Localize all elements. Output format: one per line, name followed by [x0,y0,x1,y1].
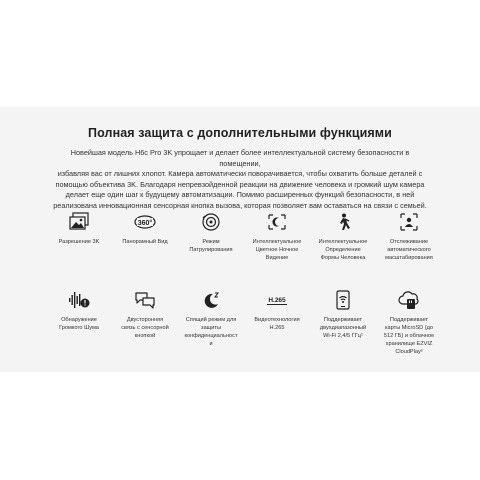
feature-label: Режим Патрулирования [189,239,233,253]
feature-label: Двусторонняя связь с сенсорной кнопкой [121,317,169,339]
wifi-dual-band-icon [332,290,354,310]
feature-auto-tracking [376,212,442,262]
feature-patrol [178,212,244,254]
h265-icon [266,290,288,310]
feature-panorama [112,212,178,246]
h265-icon-text: H.265 [268,297,286,304]
feature-label: Видеотехнология H.265 [254,317,300,331]
feature-label: Поддерживает двухдиапазонный Wi-Fi 2,4/5 ГГц¹ [319,317,367,339]
feature-human-detection [310,212,376,262]
features-grid [46,212,442,362]
feature-sound-detection [46,290,112,332]
feature-label: Спящий режим для защиты конфиденциальност и [184,317,238,347]
sound-detection-icon [68,290,90,310]
feature-label: Разрешение 3K [58,239,100,245]
panorama-360-icon [134,212,156,232]
auto-tracking-icon [398,212,420,232]
feature-label: Интеллектуальное Цветное Ночное Видение [252,239,302,261]
feature-sleep-mode [178,290,244,348]
feature-label: Отслеживание автоматического масштабирования [385,239,433,261]
sleep-mode-icon [200,290,222,310]
description-line: делает еще один шаг к будущему автоматизации. Помимо расширенных функций безопасности, в ней [65,190,415,200]
picture-icon [68,212,90,232]
description-line: помощью объектива 3K. Благодаря непревзойденной реакции на движение человека и громкий шум камера [55,179,425,189]
feature-label: Интеллектуальное Определение Формы Человека [318,239,368,261]
panorama-icon-text: 360° [137,220,153,227]
feature-h265 [244,290,310,332]
feature-label: Панорамный Вид [122,239,168,245]
feature-night-vision [244,212,310,262]
human-detection-icon [332,212,354,232]
feature-wifi [310,290,376,340]
two-way-talk-icon [134,290,156,310]
description-line: Новейшая модель H6c Pro 3K упрощает и делает более интеллектуальной систему безопасности в помещении, [70,148,410,168]
night-vision-icon [266,212,288,232]
description-line: избавляя вас от лишних хлопот. Камера автоматически поворачивается, чтобы охватить больше деталей с [57,169,423,179]
description-line: реализована инновационная сенсорная кнопка вызова, которая позволяет вам оставаться на связи с семьей. [53,200,427,210]
section-title: Полная защита с дополнительными функциями [88,126,392,140]
section-description [52,148,428,212]
cloud-storage-icon [398,290,420,310]
feature-resolution [46,212,112,246]
feature-label: Обнаружение Громкого Шума [59,317,99,331]
feature-cloud-storage [376,290,442,356]
patrol-icon [200,212,222,232]
feature-label: Поддерживает карты MicroSD (до 512 ГБ) и облачное хранилище EZVIZ CloudPlay² [383,317,435,355]
feature-two-way-talk [112,290,178,340]
